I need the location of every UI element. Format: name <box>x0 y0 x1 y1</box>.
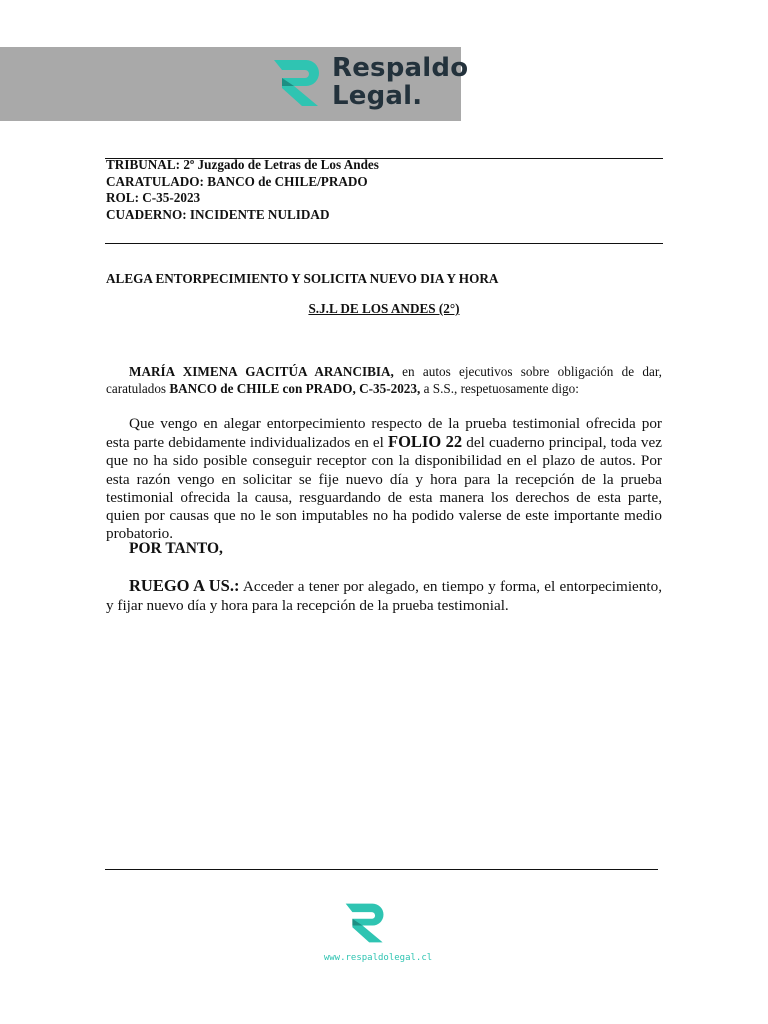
tribunal-line <box>106 157 379 174</box>
case-header <box>106 157 379 223</box>
rol-label: ROL: <box>106 190 139 205</box>
folio-reference: FOLIO 22 <box>388 432 463 452</box>
caratulado-label: CARATULADO: <box>106 173 204 189</box>
intro-text-2: a S.S., respetuosamente digo: <box>420 380 579 396</box>
cuaderno-value: INCIDENTE NULIDAD <box>189 206 330 222</box>
ruego-paragraph <box>106 576 662 615</box>
caratulado-value: BANCO de CHILE/PRADO <box>207 173 368 189</box>
rol-value: C-35-2023 <box>142 190 201 205</box>
por-tanto-heading: POR TANTO, <box>129 540 223 557</box>
brand-name <box>332 54 468 110</box>
document-title: ALEGA ENTORPECIMIENTO Y SOLICITA NUEVO DIA Y HORA <box>106 271 499 286</box>
addressee <box>0 301 768 317</box>
footer-logo-icon <box>344 902 386 944</box>
party-name: MARÍA XIMENA GACITÚA ARANCIBIA, <box>129 364 394 379</box>
intro-text-1: en autos ejecutivos sobre obligación de dar, caratulados <box>106 364 662 396</box>
footer-website-link[interactable]: www.respaldolegal.cl <box>323 953 433 963</box>
brand-line-1: Respaldo <box>332 53 469 83</box>
header-bottom-rule <box>105 243 663 244</box>
respaldo-legal-logo-icon <box>272 58 322 108</box>
cuaderno-label: CUADERNO: <box>106 206 187 222</box>
ruego-label: RUEGO A US.: <box>129 576 240 595</box>
tribunal-label: TRIBUNAL: <box>106 157 181 172</box>
addressee-text: S.J.L DE LOS ANDES (2°) <box>308 301 460 316</box>
ruego-text: Acceder a tener por alegado, en tiempo y forma, el entorpecimiento, y fijar nuevo día y hora para la recepción de la prueba testimonial. <box>106 578 662 614</box>
body-text-2: del cuaderno principal, toda vez que no ha sido posible conseguir receptor con la disponibilidad en el plazo de autos. Por esta razón vengo en solicitar se fije nuevo día y hora para la recepción de la prueba testimonial ofrecida la causa, resguardando de esta manera los derechos de esta parte, quien por causas que no le son imputables no ha podido valerse de este importante medio probatorio. <box>106 434 662 543</box>
footer-rule <box>105 869 658 870</box>
body-paragraph <box>106 415 662 543</box>
intro-paragraph <box>106 364 662 397</box>
body-text-1: Que vengo en alegar entorpecimiento respecto de la prueba testimonial ofrecida por esta parte debidamente individualizados en el <box>106 415 662 452</box>
brand-line-2: Legal. <box>332 81 423 111</box>
case-name: BANCO de CHILE con PRADO, C-35-2023, <box>169 380 421 396</box>
rol-line <box>106 190 379 207</box>
caratulado-line <box>106 174 379 191</box>
cuaderno-line <box>106 207 379 224</box>
tribunal-value: 2º Juzgado de Letras de Los Andes <box>183 157 379 172</box>
